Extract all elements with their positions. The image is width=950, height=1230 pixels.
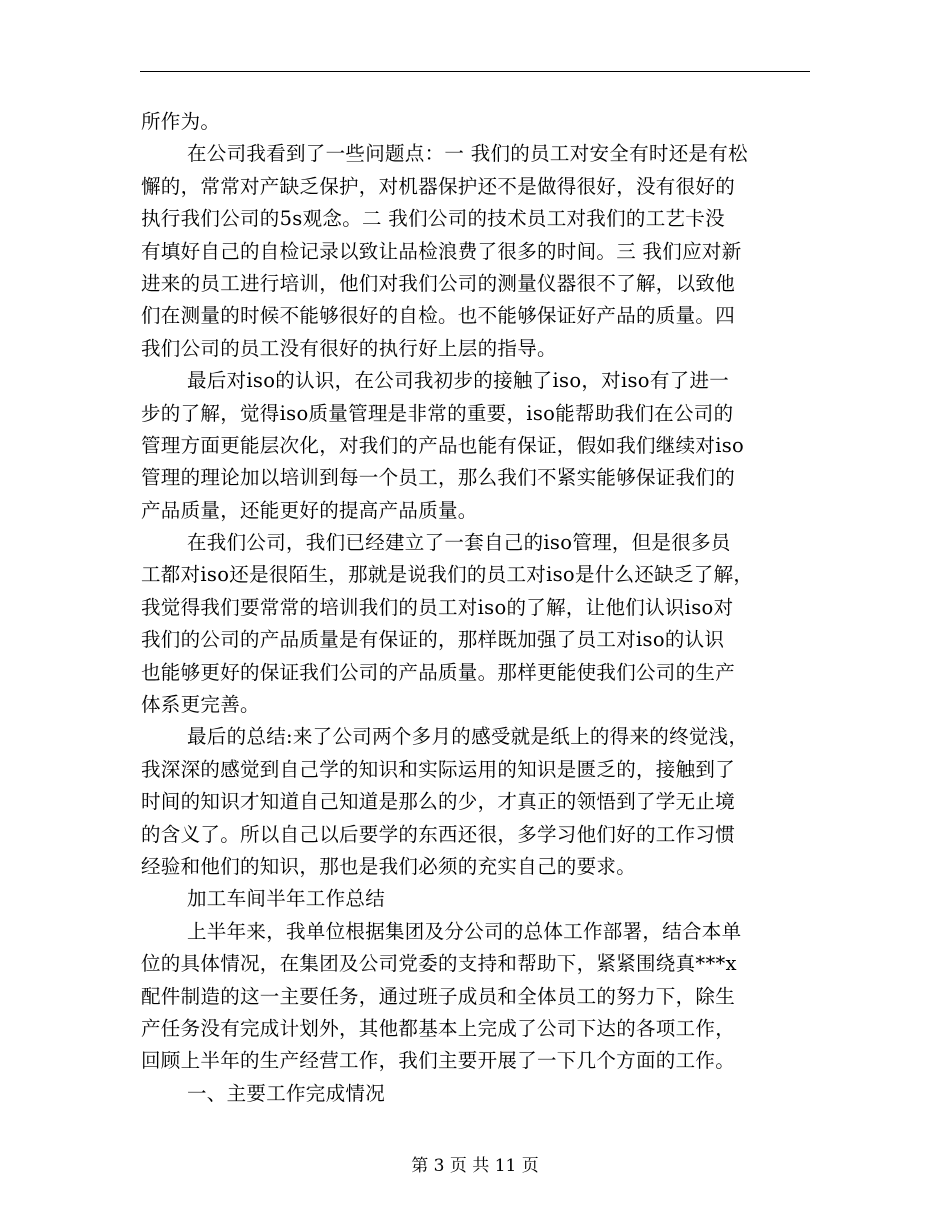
text-line: 所作为。 — [141, 110, 221, 133]
text-line: 们在测量的时候不能够很好的自检。也不能够保证好产品的质量。四 — [141, 304, 736, 328]
text-line: 也能够更好的保证我们公司的产品质量。那样更能使我们公司的生产 — [141, 660, 736, 684]
text-line: 最后的总结:来了公司两个多月的感受就是纸上的得来的终觉浅， — [187, 725, 749, 749]
header-rule — [140, 71, 810, 72]
subsection-heading: 一、主要工作完成情况 — [187, 1081, 386, 1105]
document-body — [141, 106, 821, 1110]
text-line: 体系更完善。 — [141, 693, 260, 717]
text-line: 在我们公司，我们已经建立了一套自己的iso管理，但是很多员 — [187, 531, 731, 555]
page-number-footer: 第 3 页 共 11 页 — [411, 1156, 539, 1176]
text-line: 经验和他们的知识，那也是我们必须的充实自己的要求。 — [141, 854, 637, 878]
text-line: 我觉得我们要常常的培训我们的员工对iso的了解，让他们认识iso对 — [141, 595, 734, 619]
text-line: 我们公司的员工没有很好的执行好上层的指导。 — [141, 336, 557, 360]
text-line: 上半年来，我单位根据集团及分公司的总体工作部署，结合本单 — [187, 919, 742, 943]
text-line: 在公司我看到了一些问题点：一 我们的员工对安全有时还是有松 — [187, 142, 748, 166]
text-line: 回顾上半年的生产经营工作，我们主要开展了一下几个方面的工作。 — [141, 1049, 736, 1073]
text-line: 管理的理论加以培训到每一个员工，那么我们不紧实能够保证我们的 — [141, 466, 736, 490]
text-line: 时间的知识才知道自己知道是那么的少，才真正的领悟到了学无止境 — [141, 790, 736, 814]
text-line: 步的了解，觉得iso质量管理是非常的重要，iso能帮助我们在公司的 — [141, 401, 734, 425]
text-line: 进来的员工进行培训，他们对我们公司的测量仪器很不了解，以致他 — [141, 271, 736, 295]
text-line: 我深深的感觉到自己学的知识和实际运用的知识是匮乏的，接触到了 — [141, 757, 736, 781]
text-line: 有填好自己的自检记录以致让品检浪费了很多的时间。三 我们应对新 — [141, 239, 742, 263]
text-line: 工都对iso还是很陌生，那就是说我们的员工对iso是什么还缺乏了解， — [141, 563, 754, 587]
section-heading: 加工车间半年工作总结 — [187, 887, 386, 911]
text-line: 配件制造的这一主要任务，通过班子成员和全体员工的努力下，除生 — [141, 984, 736, 1008]
text-line: 位的具体情况，在集团及公司党委的支持和帮助下，紧紧围绕真***x — [141, 952, 737, 976]
text-line: 产任务没有完成计划外，其他都基本上完成了公司下达的各项工作， — [141, 1016, 736, 1040]
text-line: 懈的，常常对产缺乏保护，对机器保护还不是做得很好，没有很好的 — [141, 174, 736, 198]
text-line: 的含义了。所以自己以后要学的东西还很，多学习他们好的工作习惯 — [141, 822, 736, 846]
text-line: 我们的公司的产品质量是有保证的，那样既加强了员工对iso的认识 — [141, 628, 725, 652]
text-line: 执行我们公司的5s观念。二 我们公司的技术员工对我们的工艺卡没 — [141, 207, 725, 231]
text-line: 产品质量，还能更好的提高产品质量。 — [141, 498, 478, 522]
text-line: 管理方面更能层次化，对我们的产品也能有保证，假如我们继续对iso — [141, 433, 745, 457]
text-line: 最后对iso的认识，在公司我初步的接触了iso，对iso有了进一 — [187, 369, 730, 393]
